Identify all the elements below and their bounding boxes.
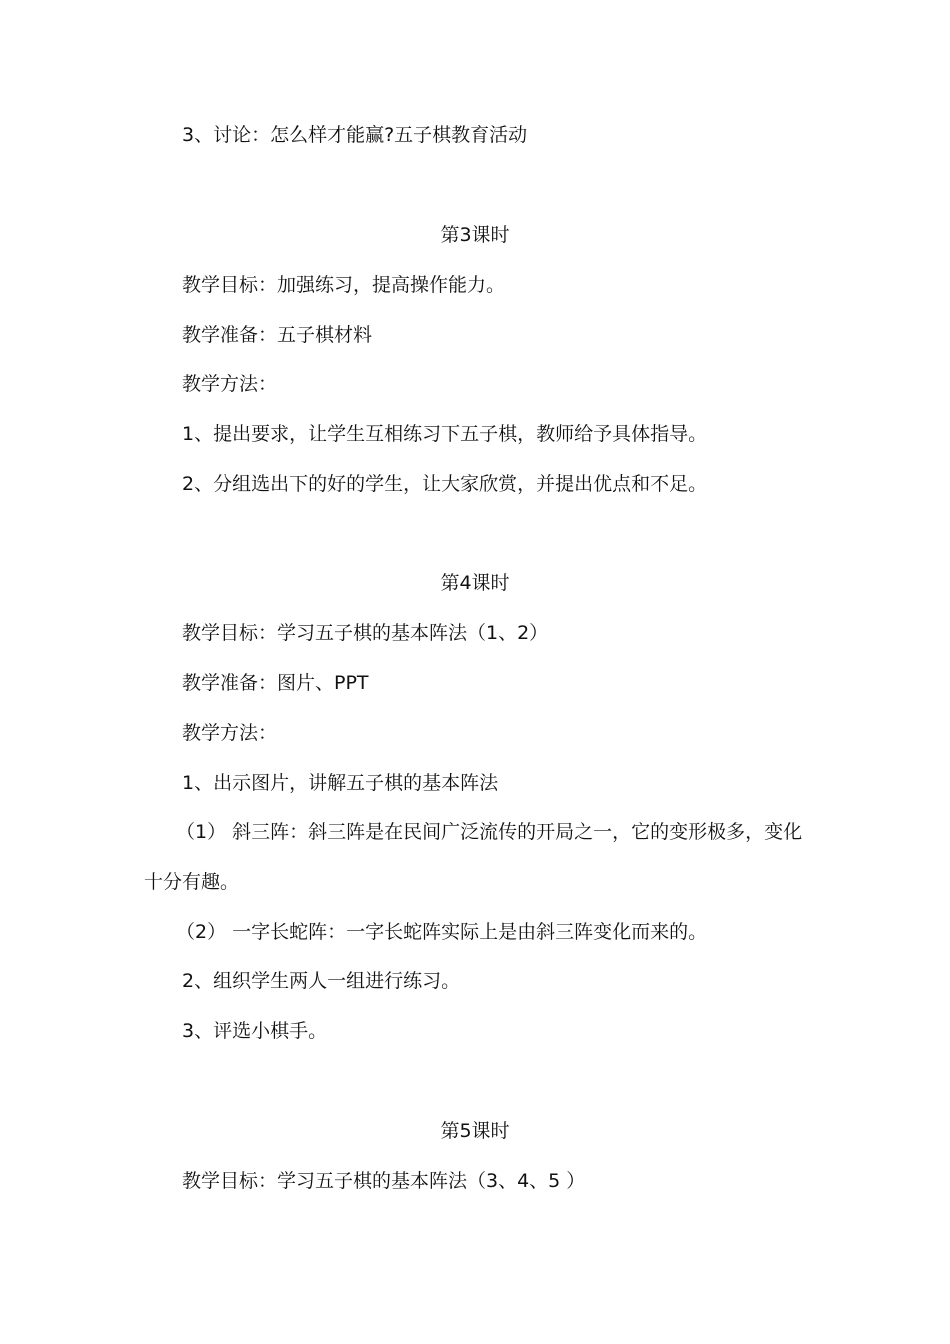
lesson-4-formation-1-cont: 十分有趣。 [144, 871, 240, 893]
lesson-4-formation-2: （2） 一字长蛇阵：一字长蛇阵实际上是由斜三阵变化而来的。 [176, 921, 708, 943]
lesson-3-preparation: 教学准备：五子棋材料 [182, 324, 373, 346]
lesson-4-formation-1: （1） 斜三阵：斜三阵是在民间广泛流传的开局之一，它的变形极多，变化 [176, 821, 803, 843]
lesson-4-method-label: 教学方法： [182, 722, 278, 744]
lesson-3-heading: 第3课时 [440, 224, 510, 246]
lesson-4-method-2: 2、组织学生两人一组进行练习。 [182, 970, 461, 992]
lesson-3-method-1: 1、提出要求，让学生互相练习下五子棋，教师给予具体指导。 [182, 423, 708, 445]
lesson-4-heading: 第4课时 [440, 572, 510, 594]
lesson-5-heading: 第5课时 [440, 1120, 510, 1142]
lesson-3-method-label: 教学方法： [182, 373, 278, 395]
lesson-4-method-3: 3、评选小棋手。 [182, 1020, 328, 1042]
lesson-5-objective: 教学目标：学习五子棋的基本阵法（3、4、5 ） [182, 1170, 586, 1192]
lesson-3-objective: 教学目标：加强练习，提高操作能力。 [182, 274, 506, 296]
lesson-4-objective: 教学目标：学习五子棋的基本阵法（1、2） [182, 622, 549, 644]
discussion-line: 3、讨论：怎么样才能赢?五子棋教育活动 [182, 124, 528, 146]
lesson-4-method-1: 1、出示图片，讲解五子棋的基本阵法 [182, 772, 499, 794]
lesson-3-method-2: 2、分组选出下的好的学生，让大家欣赏，并提出优点和不足。 [182, 473, 708, 495]
lesson-4-preparation: 教学准备：图片、PPT [182, 672, 369, 694]
